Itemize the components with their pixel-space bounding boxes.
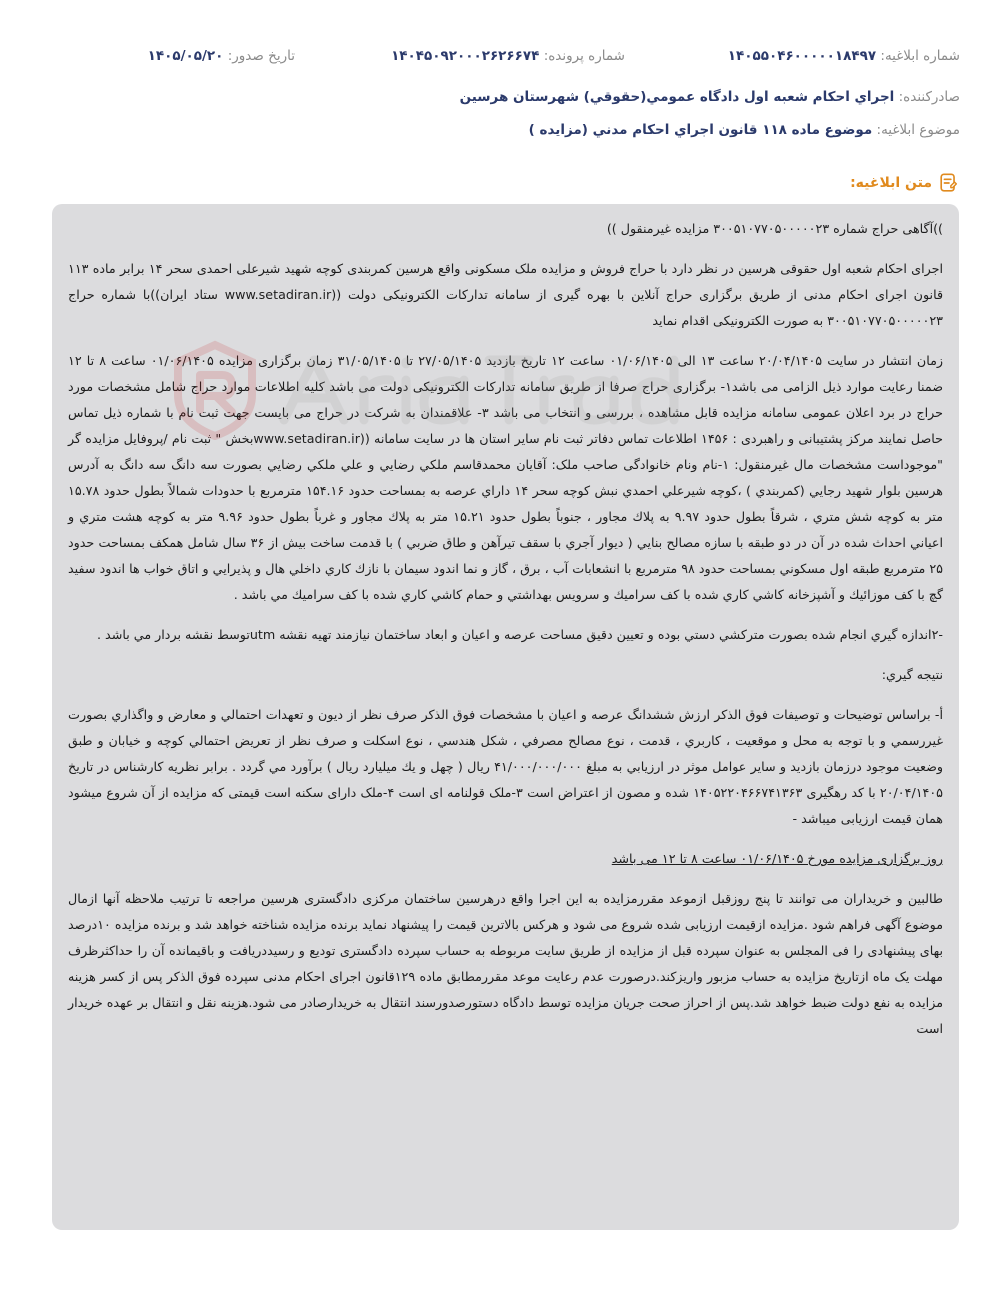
terms-paragraph: طالبین و خریداران می توانند تا پنج روزقبل ازموعد مقررمزایده به این اجرا واقع درهرسین ساختمان مرکزی دادگستری هرسین مراجعه تا ترتیب ملاحظه آنها ازمال موضوع آگهی فراهم شود .مزایده ازقیمت ارزیابی شده شروع می شود و هرکس بالاترین قیمت را پیشنهاد نماید برنده مزایده شناخته خواهد شد و برنده مزایده ۱۰درصد بهای پیشنهادی را فی المجلس به عنوان سپرده قبل از مزایده از طریق سایت مربوطه به حساب سپرده دادگستری تودیع و رسیددریافت و باقیمانده آن را حداکثرظرف مهلت یک ماه ازتاریخ مزایده به حساب مزبور واریزکند.درصورت عدم رعایت موعد مقررمطابق ماده ۱۲۹قانون اجرای احکام مدنی سپرده فوق الذکر پس از کسر هزینه مزایده به نفع دولت ضبط خواهد شد.پس از احراز صحت جریان مزایده توسط دادگاه دستورصدورسند انتقال به خریدارصادر می شود.هزینه نقل و انتقال بر عهده خریدار است [68,891,944,1036]
auction-details-paragraph: زمان انتشار در سایت ۲۰/۰۴/۱۴۰۵ ساعت ۱۳ الی ۰۱/۰۶/۱۴۰۵ ساعت ۱۲ تاریخ بازدید ۲۷/۰۵/۱۴۰۵ تا ۳۱/۰۵/۱۴۰۵ زمان برگزاری مزایده ۰۱/۰۶/۱۴۰۵ ساعت ۸ تا ۱۲ ضمنا رعایت موارد ذیل الزامی می باشد۱- برگزاری حراج صرفا از طریق سامانه تدارکات الکترونیکی دولت می باشد کلیه اطلاعات موارد حراج شامل مشخصات مورد حراج در برد اعلان عمومی سامانه مزایده قابل مشاهده ، بررسی و انتخاب می باشد ۳- علاقمندان به شرکت در حراج می بایست جهت ثبت نام با شماره ذیل تماس حاصل نمایند مرکز پشتیبانی و راهبردی : ۱۴۵۶ اطلاعات تماس دفاتر ثبت نام سایر استان ها در سایت سامانه ((www.setadiran.irبخش " ثبت نام /پروفایل مزایده گر "موجوداست مشخصات مال غیرمنقول: ۱-نام ونام خانوادگی صاحب ملک: آقايان محمدقاسم ملكي رضايي و علي ملكي رضايي بصورت سه دانگ سه دانگ به آدرس هرسين بلوار شهيد رجايي (كمربندي ) ،كوچه شيرعلي احمدي نبش كوچه سحر ۱۴ داراي عرصه به بمساحت حدود ۱۵۴.۱۶ مترمربع با حدودات شمالاً بطول حدود ۱۵.۷۸ متر به كوچه شش متري ، شرقاً بطول حدود ۹.۹۷ به پلاك مجاور ، جنوباً بطول حدود ۱۵.۲۱ متر به پلاك مجاور و غرباً بطول حدود ۹.۹۶ متر به كوچه هشت متري و اعياني احداث شده در آن در دو طبقه با سازه مصالح بنايي ( ديوار آجري با سقف تيرآهن و طاق ضربي ) با قدمت ساخت بيش از ۳۶ سال شامل همكف بمساحت حدود ۲۵ مترمربع طبقه اول مسكوني بمساحت حدود ۹۸ مترمربع با انشعابات آب ، برق ، گاز و نما اندود سيمان با نازك كاري داخلي هال و پذيرايي و اتاق خواب ها اندود سفيد گچ با كف موزائيك و آشپزخانه كاشي كاري شده با كف سراميك و سرويس بهداشتي و حمام كاشي كاري شده با كف سراميك مي باشد . [68,353,944,602]
auction-intro-paragraph: اجرای احکام شعبه اول حقوقی هرسین در نظر دارد با حراج فروش و مزایده ملک مسکونی واقع هرسین کمربندی کوچه شهید شیرعلی احمدی سحر ۱۴ برابر ماده ۱۱۳ قانون اجرای احکام مدنی از طریق برگزاری حراج آنلاین با بهره گیری از سامانه تدارکات الکترونیکی دولت ((www.setadiran.ir ستاد ایران))با شماره حراج ۳۰۰۵۱۰۷۷۰۵۰۰۰۰۰۲۳ به صورت الکترونیکی اقدام نماید [68,261,944,328]
measurement-note-paragraph: -۲اندازه گيري انجام شده بصورت متركشي دستي بوده و تعيين دقيق مساحت عرصه و اعيان و ابعاد ساختمان نيازمند تهيه نقشه utmتوسط نقشه بردار مي باشد . [96,627,943,642]
notice-number-group [728,44,960,68]
notice-body [52,204,959,1230]
notice-number-label: شماره ابلاغيه: [880,48,960,64]
notice-text-title: متن ابلاغيه: [850,175,932,191]
issue-date-group [148,44,295,68]
issuer-value: اجراي احكام شعبه اول دادگاه عمومي(حقوقي) شهرستان هرسين [459,89,895,105]
meta-row-numbers [40,44,960,68]
subject-value: موضوع ماده ١١٨ قانون اجراي احكام مدني (مزايده ) [528,122,873,138]
subject-row [40,118,960,142]
file-number-label: شماره پرونده: [543,48,625,64]
document-text-icon [938,172,960,194]
notice-number-value: ۱۴۰۵۵۰۴۶۰۰۰۰۰۱۸۴۹۷ [727,48,877,64]
issuer-row [40,85,960,109]
subject-label: موضوع ابلاغيه: [876,122,960,138]
notice-text-heading [850,170,960,196]
auction-date-paragraph: روز برگزاری مزایده مورخ ۰۱/۰۶/۱۴۰۵ ساعت ۸ تا ۱۲ می باشد [611,851,943,866]
auction-title-paragraph: ))آگاهی حراج شماره ۳۰۰۵۱۰۷۷۰۵۰۰۰۰۰۲۳ مزایده غیرمنقول )) [606,221,943,236]
valuation-paragraph: أ- براساس توضيحات و توصيفات فوق الذكر ارزش ششدانگ عرصه و اعيان با مشخصات فوق الذكر صرف نظر از ديون و تعهدات احتمالي و معارض و واگذاري بصورت غيررسمي و با توجه به محل و موقعيت ، كاربري ، قدمت ، نوع مصالح مصرفي ، شكل هندسي ، نوع اسكلت و صرف نظر از تعريض احتمالي كوچه و خيابان و طبق وضعيت موجود درزمان بازديد و ساير عوامل موثر در ارزيابي به مبلغ ۴۱/۰۰۰/۰۰۰/۰۰۰ ريال ( چهل و يك ميليارد ريال ) برآورد مي گردد . برابر نظریه کارشناس در تاریخ ۲۰/۰۴/۱۴۰۵ با کد رهگیری ۱۴۰۵۲۲۰۴۶۶۷۴۱۳۶۳ شده و مصون از اعتراض است ۳-ملک قولنامه ای است ۴-ملک دارای سکنه است قیمتی که مزایده از آن شروع میشود همان قیمت ارزیابی میباشد - [68,707,943,826]
issue-date-value: ۱۴۰۵/۰۵/۲۰ [147,48,224,64]
file-number-group [391,44,625,68]
conclusion-heading: نتيجه گيري: [881,667,943,682]
issuer-label: صادرکننده: [898,89,960,105]
issue-date-label: تاريخ صدور: [227,48,295,64]
file-number-value: ۱۴۰۴۵۰۹۲۰۰۰۲۶۲۶۶۷۴ [391,48,540,64]
